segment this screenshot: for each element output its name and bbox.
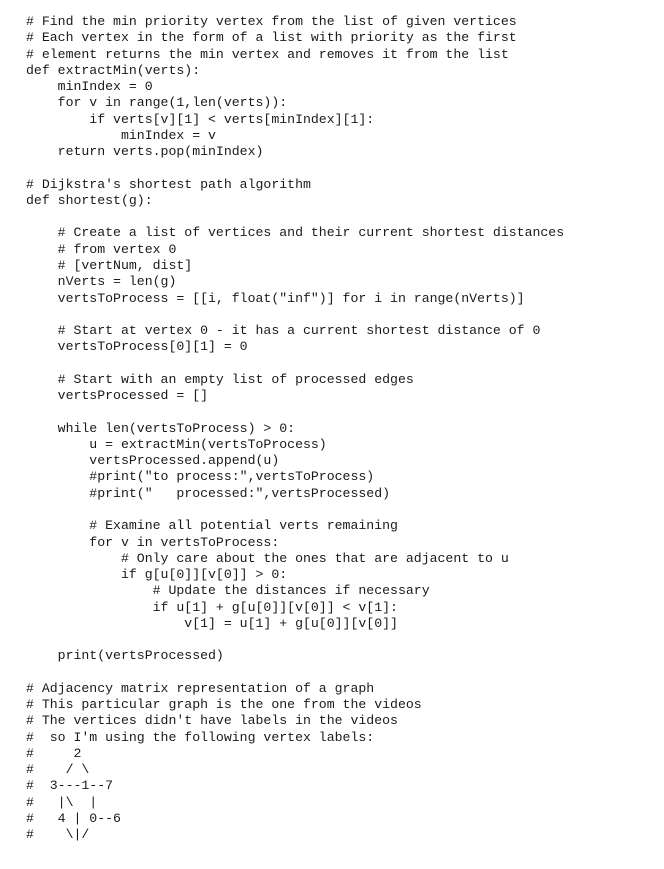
code-line: #print("to process:",vertsToProcess)	[26, 469, 375, 485]
code-line: # Dijkstra's shortest path algorithm	[26, 176, 311, 192]
code-line: # from vertex 0	[26, 241, 177, 257]
code-line: # [vertNum, dist]	[26, 257, 193, 273]
code-line	[26, 632, 564, 648]
code-line: # Find the min priority vertex from the list of given vertices	[26, 14, 517, 29]
code-line: if verts[v][1] < verts[minIndex][1]:	[26, 111, 375, 127]
code-line	[26, 209, 564, 225]
code-line: #print(" processed:",vertsProcessed)	[26, 485, 391, 501]
code-line: v[1] = u[1] + g[u[0]][v[0]]	[26, 615, 398, 631]
code-line	[26, 665, 564, 681]
code-line: # |\ |	[26, 794, 98, 810]
code-line: # Start with an empty list of processed edges	[26, 371, 414, 387]
code-line: while len(vertsToProcess) > 0:	[26, 420, 296, 436]
code-line: # Update the distances if necessary	[26, 583, 430, 599]
code-line	[26, 502, 564, 518]
code-line: # Examine all potential verts remaining	[26, 518, 398, 534]
code-line: # 2	[26, 745, 82, 761]
code-line: # Create a list of vertices and their current shortest distances	[26, 225, 565, 241]
code-line: def extractMin(verts):	[26, 62, 201, 78]
code-line: def shortest(g):	[26, 192, 153, 208]
code-line: # Start at vertex 0 - it has a current shortest distance of 0	[26, 323, 541, 339]
code-line: for v in vertsToProcess:	[26, 534, 280, 550]
code-line: print(vertsProcessed)	[26, 648, 224, 664]
code-line: vertsProcessed.append(u)	[26, 453, 280, 469]
code-line: # \|/	[26, 827, 90, 843]
code-listing	[26, 14, 564, 844]
code-line: # Each vertex in the form of a list with priority as the first	[26, 30, 517, 46]
code-line: for v in range(1,len(verts)):	[26, 95, 288, 111]
code-line: vertsToProcess = [[i, float("inf")] for i in range(nVerts)]	[26, 290, 525, 306]
code-line: # / \	[26, 762, 90, 778]
code-line	[26, 404, 564, 420]
code-line	[26, 356, 564, 372]
code-line: # element returns the min vertex and removes it from the list	[26, 46, 509, 62]
code-line: # This particular graph is the one from the videos	[26, 697, 422, 713]
code-line: nVerts = len(g)	[26, 274, 177, 290]
code-line: minIndex = 0	[26, 79, 153, 95]
code-line: # The vertices didn't have labels in the videos	[26, 713, 398, 729]
code-line: # Adjacency matrix representation of a graph	[26, 680, 375, 696]
code-line: if g[u[0]][v[0]] > 0:	[26, 567, 288, 583]
code-line: vertsToProcess[0][1] = 0	[26, 339, 248, 355]
code-line	[26, 307, 564, 323]
code-line: if u[1] + g[u[0]][v[0]] < v[1]:	[26, 599, 398, 615]
code-line: # so I'm using the following vertex labels:	[26, 729, 375, 745]
code-line: # Only care about the ones that are adjacent to u	[26, 550, 509, 566]
code-line	[26, 160, 564, 176]
code-line: u = extractMin(vertsToProcess)	[26, 436, 327, 452]
code-line: # 3---1--7	[26, 778, 114, 794]
code-line: # 4 | 0--6	[26, 811, 121, 827]
code-line: minIndex = v	[26, 127, 216, 143]
code-line: vertsProcessed = []	[26, 388, 209, 404]
code-line: return verts.pop(minIndex)	[26, 144, 264, 160]
